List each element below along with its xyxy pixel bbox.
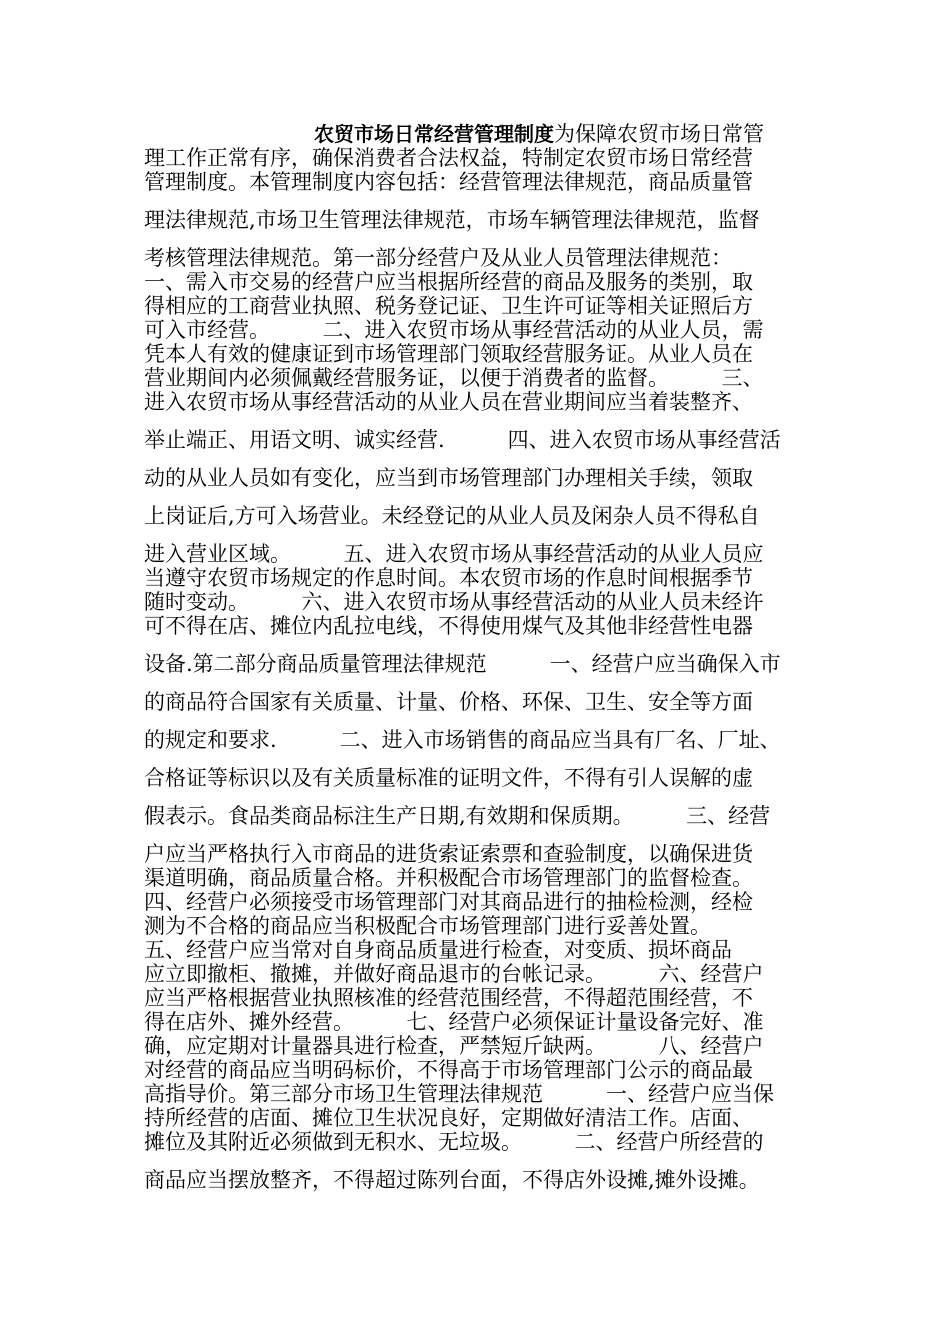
text-line: 为保障农贸市场日常管	[554, 122, 764, 146]
text-line: 进入营业区域。 五、进入农贸市场从事经营活动的从业人员应	[144, 542, 764, 566]
text-line: 得相应的工商营业执照、税务登记证、卫生许可证等相关证照后方	[144, 294, 753, 318]
text-line: 的规定和要求. 二、进入市场销售的商品应当具有厂名、厂址、	[144, 728, 781, 752]
text-line: 确，应定期对计量器具进行检查，严禁短斤缺两。 八、经营户	[144, 1034, 764, 1058]
title-line	[144, 122, 804, 146]
text-line: 对经营的商品应当明码标价，不得高于市场管理部门公示的商品最	[144, 1058, 753, 1082]
text-line: 应当严格根据营业执照核准的经营范围经营，不得超范围经营，不	[144, 986, 753, 1010]
text-line: 合格证等标识以及有关质量标准的证明文件，不得有引人误解的虚	[144, 766, 753, 790]
text-line: 一、需入市交易的经营户应当根据所经营的商品及服务的类别，取	[144, 270, 753, 294]
text-line: 户应当严格执行入市商品的进货索证索票和查验制度，以确保进货	[144, 842, 753, 866]
text-line: 上岗证后,方可入场营业。未经登记的从业人员及闲杂人员不得私自	[144, 504, 760, 528]
text-line: 商品应当摆放整齐，不得超过陈列台面，不得店外设摊,摊外设摊。	[144, 1168, 760, 1192]
text-line: 管理制度。本管理制度内容包括：经营管理法律规范，商品质量管	[144, 170, 753, 194]
document-title: 农贸市场日常经营管理制度	[314, 122, 554, 146]
text-line: 可入市经营。 二、进入农贸市场从事经营活动的从业人员，需	[144, 318, 764, 342]
text-line: 可不得在店、摊位内乱拉电线，不得使用煤气及其他非经营性电器	[144, 614, 753, 638]
text-line: 应立即撤柜、撤摊，并做好商品退市的台帐记录。 六、经营户	[144, 962, 764, 986]
text-line: 理工作正常有序，确保消费者合法权益，特制定农贸市场日常经营	[144, 146, 753, 170]
text-line: 营业期间内必须佩戴经营服务证，以便于消费者的监督。 三、	[144, 366, 764, 390]
text-line: 测为不合格的商品应当积极配合市场管理部门进行妥善处置。	[144, 914, 711, 938]
text-line: 考核管理法律规范。第一部分经营户及从业人员管理法律规范：	[144, 246, 732, 270]
text-line: 假表示。食品类商品标注生产日期,有效期和保质期。 三、经营	[144, 804, 771, 828]
document-body	[144, 122, 804, 1192]
text-line: 的商品符合国家有关质量、计量、价格、环保、卫生、安全等方面	[144, 690, 753, 714]
text-line: 设备.第二部分商品质量管理法律规范 一、经营户应当确保入市	[144, 652, 781, 676]
text-line: 高指导价。第三部分市场卫生管理法律规范 一、经营户应当保	[144, 1082, 774, 1106]
text-line: 动的从业人员如有变化，应当到市场管理部门办理相关手续，领取	[144, 466, 753, 490]
text-line: 持所经营的店面、摊位卫生状况良好，定期做好清洁工作。店面、	[144, 1106, 753, 1130]
text-line: 五、经营户应当常对自身商品质量进行检查，对变质、损坏商品	[144, 938, 732, 962]
text-line: 凭本人有效的健康证到市场管理部门领取经营服务证。从业人员在	[144, 342, 753, 366]
text-line: 随时变动。 六、进入农贸市场从事经营活动的从业人员未经许	[144, 590, 764, 614]
text-line: 四、经营户必须接受市场管理部门对其商品进行的抽检检测，经检	[144, 890, 753, 914]
text-line: 举止端正、用语文明、诚实经营. 四、进入农贸市场从事经营活	[144, 428, 781, 452]
text-line: 当遵守农贸市场规定的作息时间。本农贸市场的作息时间根据季节	[144, 566, 753, 590]
text-line: 理法律规范,市场卫生管理法律规范，市场车辆管理法律规范，监督	[144, 208, 760, 232]
text-line: 得在店外、摊外经营。 七、经营户必须保证计量设备完好、准	[144, 1010, 764, 1034]
text-line: 进入农贸市场从事经营活动的从业人员在营业期间应当着装整齐、	[144, 390, 753, 414]
text-line: 渠道明确，商品质量合格。并积极配合市场管理部门的监督检查。	[144, 866, 753, 890]
text-line: 摊位及其附近必须做到无积水、无垃圾。 二、经营户所经营的	[144, 1130, 764, 1154]
